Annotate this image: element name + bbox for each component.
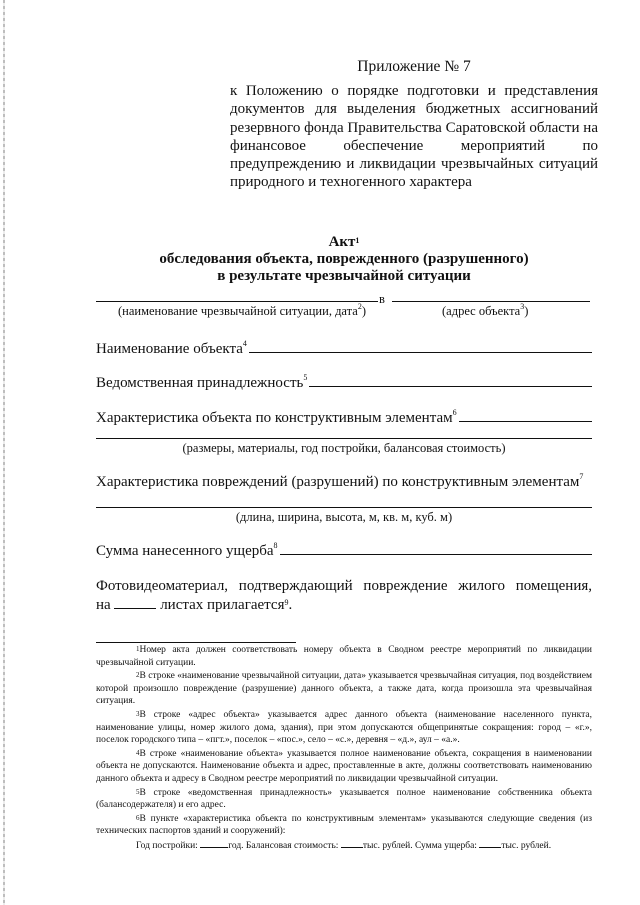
- year-blank[interactable]: [200, 839, 228, 848]
- footnote-3: $^3$В строке «адрес объекта» указывается адрес данного объекта (наименование населенного пункта, наименование улицы, номер жилого дома, здания), при этом допускаются общепринятые сокращения: город – «г.», поселок городского типа – «пгт.», поселок – «пос.», село – «с.», деревня – «д.», аул – «а.».: [96, 709, 592, 746]
- act-title: [96, 234, 592, 285]
- damage-line[interactable]: [96, 507, 592, 508]
- v-word: в: [379, 292, 385, 306]
- affiliation-line[interactable]: [309, 372, 592, 387]
- footnotes: [96, 644, 592, 854]
- title-line3: в результате чрезвычайной ситуации: [217, 268, 471, 284]
- photo-line2: на листах прилагается$^9$.: [96, 596, 293, 613]
- footnote-6: $^6$В пункте «характеристика объекта по конструктивным элементам» указываются следующие сведения (из технических паспортов зданий и сооружений):: [96, 813, 592, 837]
- damage-caption: (длина, ширина, высота, м, кв. м, куб. м): [235, 510, 453, 524]
- construct-line-2[interactable]: [96, 438, 592, 439]
- appendix-number: Приложение № 7: [357, 58, 471, 75]
- footnote-rule: [96, 642, 296, 643]
- damage-label: Характеристика повреждений (разрушений) по конструктивным элементам$^7$: [96, 472, 584, 490]
- sum-field: [96, 540, 592, 560]
- appendix-text: к Положению о порядке подготовки и представления документов для выделения бюджетных ассигнований резервного фонда Правительства Саратовской области на финансовое обеспечение мероприятий по предупреждению и ликвидации чрезвычайных ситуаций природного и техногенного характера: [230, 83, 598, 191]
- footnote-1: $^1$Номер акта должен соответствовать номеру объекта в Сводном реестре мероприятий по ликвидации чрезвычайной ситуации.: [96, 645, 592, 668]
- scan-edge: [3, 0, 5, 905]
- appendix-block: [230, 58, 598, 191]
- construct-field: [96, 407, 592, 427]
- photo-statement: [96, 578, 592, 614]
- title-sup: 1: [355, 236, 360, 245]
- footnote-5: $^5$В строке «ведомственная принадлежность» указывается полное наименование собственника объекта (балансодержателя) и его адрес.: [96, 787, 592, 811]
- title-line2: обследования объекта, поврежденного (разрушенного): [159, 251, 529, 267]
- affiliation-field: [96, 372, 592, 392]
- footnote-4: $^4$В строке «наименование объекта» указывается полное наименование объекта, сокращения в наименовании объекта не допускаются. Наименование объекта и адрес, проставленные в акте, должны соответствовать наименованию данного объекта и адресу в Сводном реестре мероприятий по ликвидации чрезвычайной ситуации.: [96, 748, 592, 784]
- construct-line[interactable]: [459, 407, 592, 422]
- damage-sum-blank[interactable]: [479, 839, 501, 848]
- situation-address-row: [96, 292, 590, 326]
- situation-caption: (наименование чрезвычайной ситуации, дата$^2$): [118, 302, 366, 318]
- sheets-blank[interactable]: [114, 596, 156, 609]
- sum-line[interactable]: [280, 540, 592, 555]
- affiliation-label: Ведомственная принадлежность$^5$: [96, 373, 308, 391]
- situation-line[interactable]: [96, 301, 378, 302]
- construct-caption: (размеры, материалы, год постройки, балансовая стоимость): [182, 441, 506, 455]
- damage-field: [96, 474, 592, 491]
- title-line1: Акт: [328, 234, 356, 250]
- footnote-2: $^2$В строке «наименование чрезвычайной ситуации, дата» указывается чрезвычайная ситуация, под воздействием которой произошло повреждение (разрушение) данного объекта, а также дата, когда произошла эта чрезвычайная ситуация.: [96, 671, 592, 707]
- construct-label: Характеристика объекта по конструктивным элементам$^6$: [96, 408, 457, 426]
- address-caption: (адрес объекта$^3$): [442, 302, 529, 318]
- balance-blank[interactable]: [341, 839, 363, 848]
- photo-line1: Фотовидеоматериал, подтверждающий повреждение жилого помещения,: [96, 578, 592, 594]
- object-name-field: [96, 338, 592, 358]
- sum-label: Сумма нанесенного ущерба$^8$: [96, 541, 278, 559]
- object-name-label: Наименование объекта$^4$: [96, 339, 247, 357]
- address-line[interactable]: [392, 301, 590, 302]
- object-name-line[interactable]: [249, 338, 592, 353]
- footnote-6-values: Год постройки: год. Балансовая стоимость: тыс. рублей. Сумма ущерба: тыс. рублей.: [136, 840, 552, 851]
